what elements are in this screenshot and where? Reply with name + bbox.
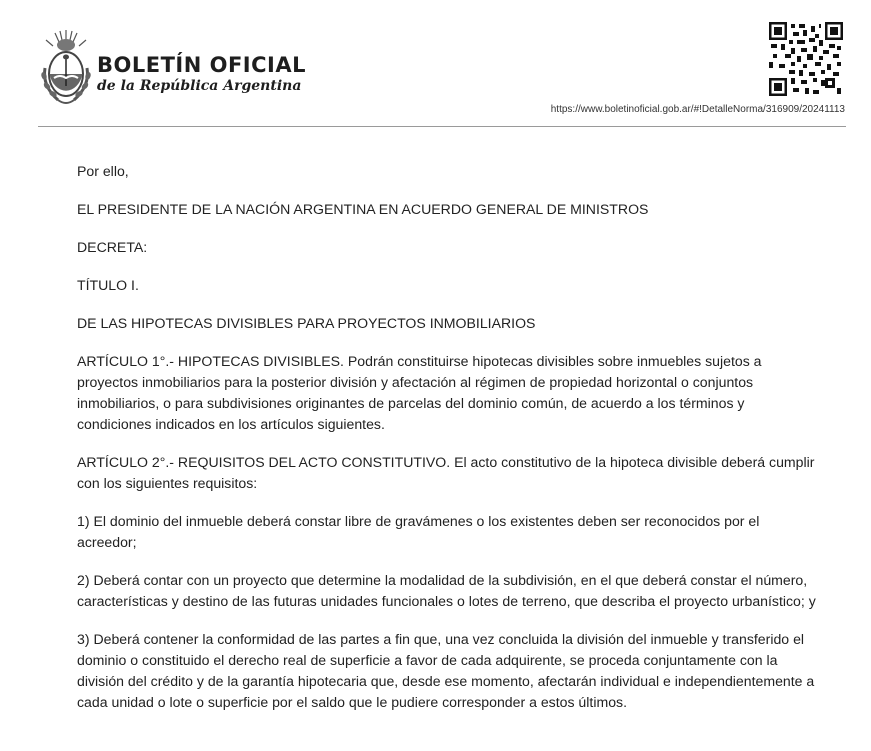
brand-subtitle: de la República Argentina (97, 78, 302, 94)
paragraph-decreta: DECRETA: (77, 239, 148, 255)
paragraph-requirement-1: 1) El dominio del inmueble deberá constar libre de gravámenes o los existentes deben ser reconocidos por el acreedor; (77, 513, 760, 550)
paragraph-title-name: DE LAS HIPOTECAS DIVISIBLES PARA PROYECTOS INMOBILIARIOS (77, 315, 536, 331)
paragraph-closing-clause: Por ello, (77, 163, 129, 179)
document-url: https://www.boletinoficial.gob.ar/#!DetalleNorma/316909/20241113 (550, 104, 845, 115)
paragraph-title-heading: TÍTULO I. (77, 277, 139, 293)
brand-title: BOLETÍN OFICIAL (97, 53, 306, 77)
paragraph-authority: EL PRESIDENTE DE LA NACIÓN ARGENTINA EN ACUERDO GENERAL DE MINISTROS (77, 201, 649, 217)
coat-of-arms-icon (38, 28, 94, 108)
paragraph-article-1: ARTÍCULO 1°.- HIPOTECAS DIVISIBLES. Podrán constituirse hipotecas divisibles sobre inmuebles sujetos a proyectos inmobiliarios para la posterior división y afectación al régimen de propiedad horizontal o conjuntos inmobiliarios, o para subdivisiones originantes de parcelas del dominio común, de acuerdo a los términos y condiciones indicados en los artículos siguientes. (77, 353, 762, 432)
document-header (0, 0, 871, 130)
paragraph-requirement-2: 2) Deberá contar con un proyecto que determine la modalidad de la subdivisión, en el que deberá constar el número, características y destino de las futuras unidades funcionales o lotes de terreno, que describa el proyecto urbanístico; y (77, 572, 816, 609)
paragraph-requirement-3: 3) Deberá contener la conformidad de las partes a fin que, una vez concluida la división del inmueble y transferido el dominio o constituido el derecho real de superficie a favor de cada adquirente, se proceda conjuntamente con la división del crédito y de la garantía hipotecaria que, desde ese momento, afectarán individual e independientemente a cada unidad o lote o superficie por el saldo que le pudiere corresponder a estos últimos. (77, 631, 815, 710)
document-body (77, 161, 817, 730)
paragraph-article-2: ARTÍCULO 2°.- REQUISITOS DEL ACTO CONSTITUTIVO. El acto constitutivo de la hipoteca divisible deberá cumplir con los siguientes requisitos: (77, 454, 815, 491)
header-divider (38, 126, 846, 127)
qr-code-icon (769, 22, 843, 96)
